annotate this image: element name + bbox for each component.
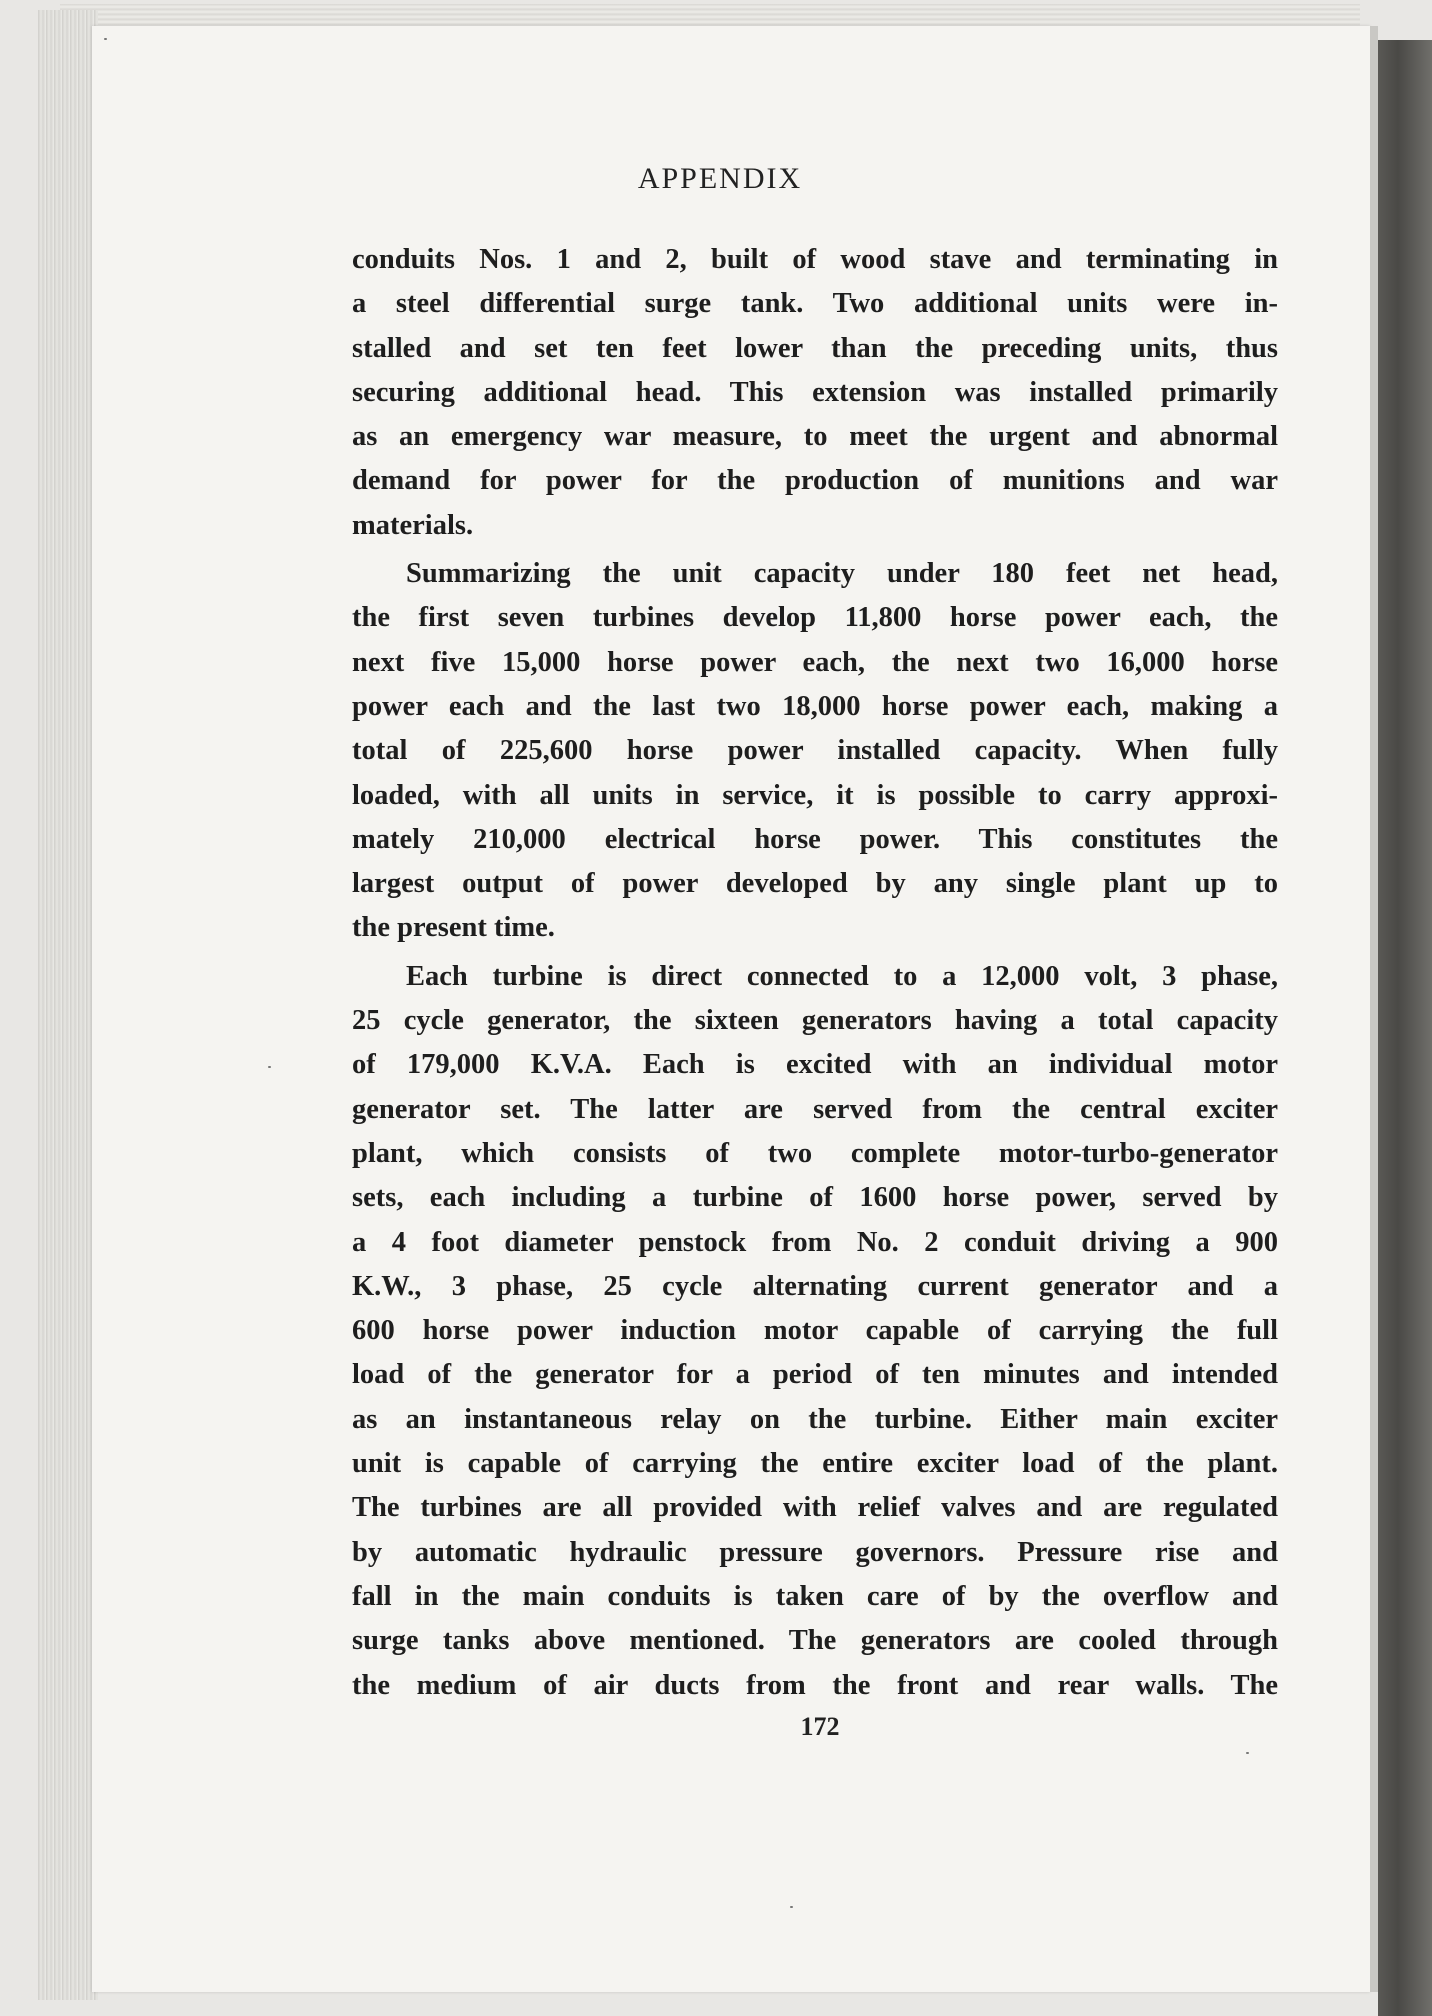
- text-line: mately 210,000 electrical horse power. This constitutes the: [352, 823, 1278, 855]
- text-line: demand for power for the production of munitions and war: [352, 465, 1278, 497]
- text-line: generator set. The latter are served from the central exciter: [352, 1093, 1278, 1125]
- scan-speck: [268, 1066, 271, 1068]
- text-line: as an instantaneous relay on the turbine. Either main exciter: [352, 1403, 1278, 1435]
- text-line: the medium of air ducts from the front and rear walls. The: [352, 1669, 1278, 1701]
- text-line: loaded, with all units in service, it is possible to carry approxi-: [352, 779, 1278, 811]
- text-line: by automatic hydraulic pressure governors. Pressure rise and: [352, 1536, 1278, 1568]
- scan-speck: [790, 1906, 793, 1908]
- text-line: as an emergency war measure, to meet the urgent and abnormal: [352, 421, 1278, 453]
- text-line: the present time.: [352, 912, 555, 944]
- text-line: a steel differential surge tank. Two additional units were in-: [352, 288, 1278, 320]
- text-line: the first seven turbines develop 11,800 horse power each, the: [352, 602, 1278, 634]
- page-stack-left-edge: [38, 10, 98, 2000]
- text-line: securing additional head. This extension was installed primarily: [352, 376, 1278, 408]
- text-line: materials.: [352, 509, 474, 541]
- text-line: Summarizing the unit capacity under 180 feet net head,: [406, 558, 1278, 590]
- text-line: power each and the last two 18,000 horse power each, making a: [352, 690, 1278, 722]
- text-line: surge tanks above mentioned. The generators are cooled through: [352, 1625, 1278, 1657]
- text-line: of 179,000 K.V.A. Each is excited with an individual motor: [352, 1049, 1278, 1081]
- text-line: stalled and set ten feet lower than the preceding units, thus: [352, 332, 1278, 364]
- text-line: plant, which consists of two complete motor-turbo-generator: [352, 1137, 1278, 1169]
- book-cover-edge: [1378, 40, 1432, 2016]
- paragraph-3: [352, 955, 1278, 1708]
- text-line: sets, each including a turbine of 1600 horse power, served by: [352, 1182, 1278, 1214]
- paragraph-2: [352, 552, 1278, 951]
- text-line: conduits Nos. 1 and 2, built of wood stave and terminating in: [352, 244, 1278, 275]
- text-line: next five 15,000 horse power each, the next two 16,000 horse: [352, 646, 1278, 678]
- text-line: total of 225,600 horse power installed capacity. When fully: [352, 735, 1278, 767]
- text-line: fall in the main conduits is taken care of by the overflow and: [352, 1580, 1278, 1612]
- scan-speck: [104, 38, 107, 40]
- page-number: 172: [800, 1712, 840, 1741]
- text-line: unit is capable of carrying the entire exciter load of the plant.: [352, 1448, 1278, 1480]
- text-line: The turbines are all provided with relief valves and are regulated: [352, 1492, 1278, 1524]
- text-line: K.W., 3 phase, 25 cycle alternating current generator and a: [352, 1270, 1278, 1302]
- text-line: 25 cycle generator, the sixteen generators having a total capacity: [352, 1005, 1278, 1037]
- text-line: a 4 foot diameter penstock from No. 2 conduit driving a 900: [352, 1226, 1278, 1258]
- text-line: Each turbine is direct connected to a 12,000 volt, 3 phase,: [406, 960, 1278, 992]
- running-header: APPENDIX: [637, 162, 803, 195]
- text-line: 600 horse power induction motor capable of carrying the full: [352, 1315, 1278, 1347]
- text-line: largest output of power developed by any single plant up to: [352, 868, 1278, 900]
- scan-speck: [1246, 1752, 1249, 1754]
- body-text: [352, 238, 1278, 1708]
- paragraph-1: [352, 238, 1278, 548]
- text-line: load of the generator for a period of ten minutes and intended: [352, 1359, 1278, 1391]
- page-gutter-shadow: [1370, 26, 1378, 1992]
